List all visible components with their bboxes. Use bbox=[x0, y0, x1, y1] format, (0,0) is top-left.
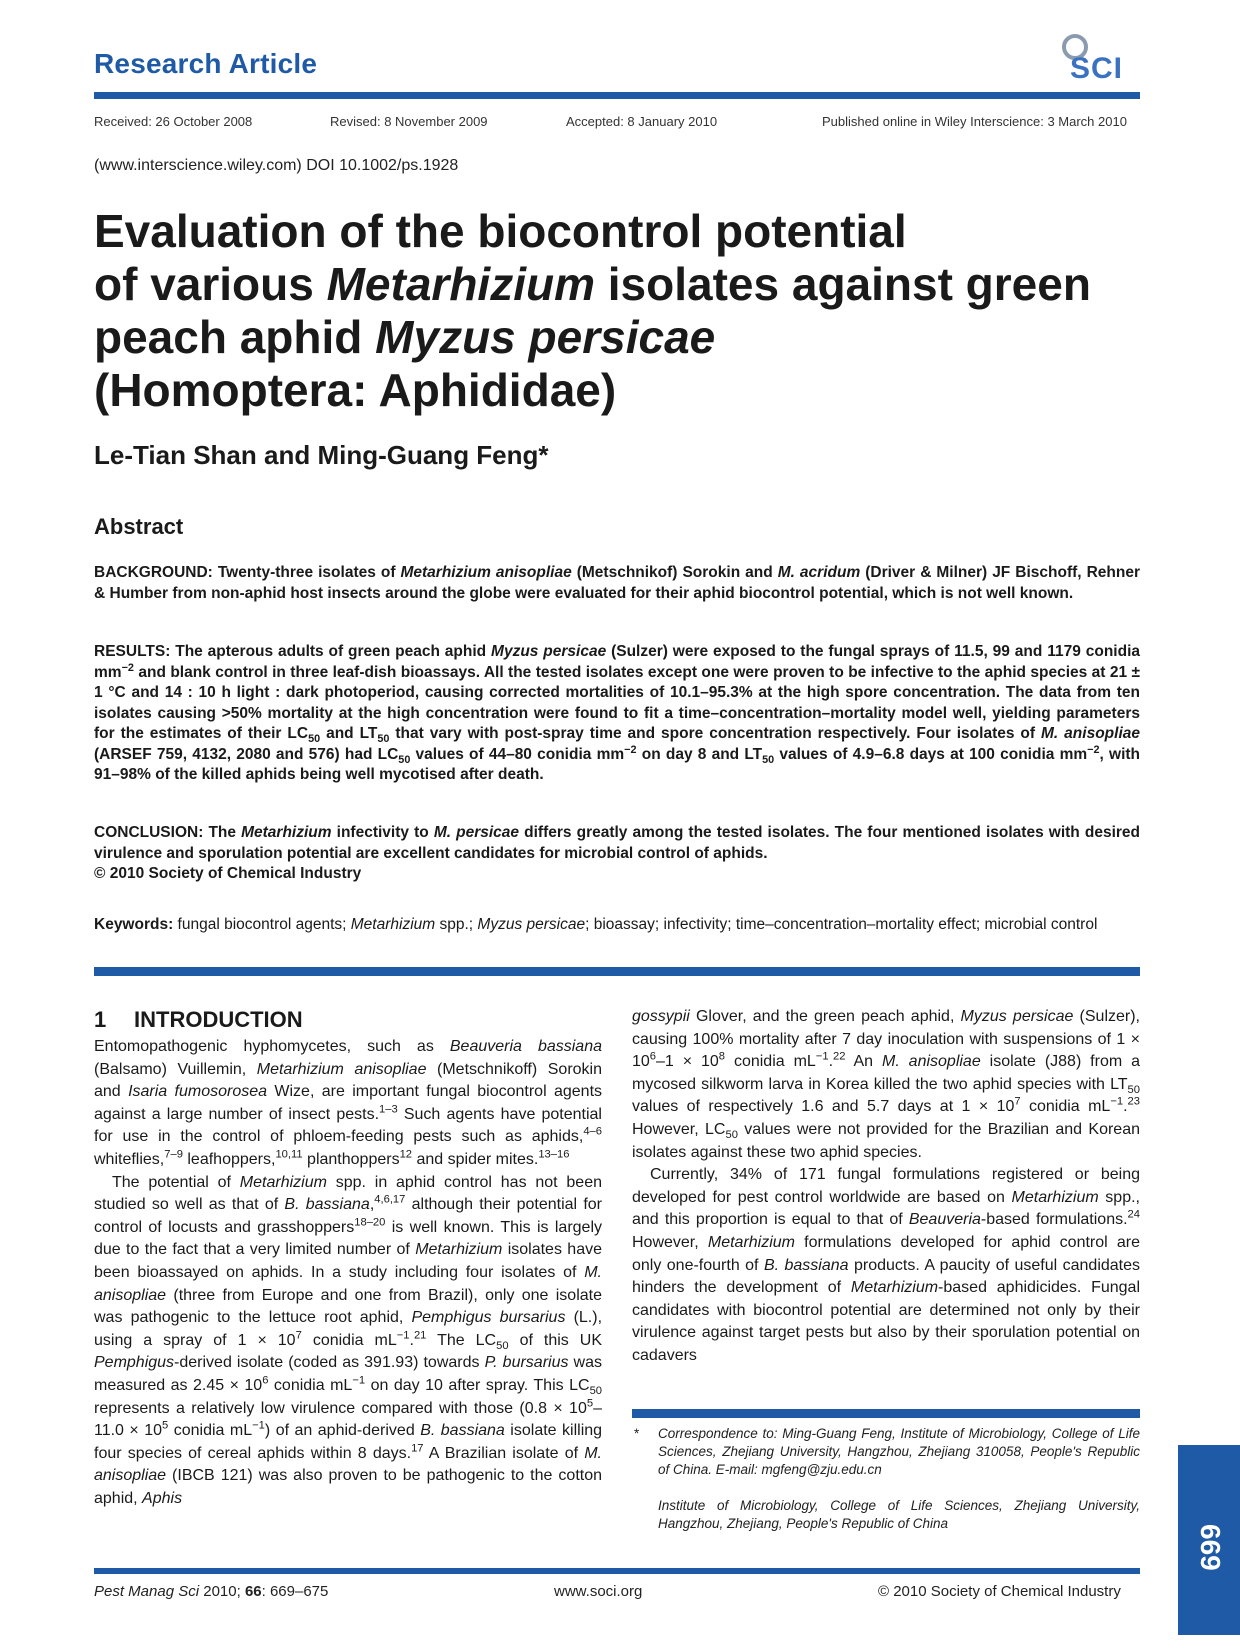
footer-citation: Pest Manag Sci 2010; 66: 669–675 bbox=[94, 1583, 329, 1600]
abstract-background: BACKGROUND: Twenty-three isolates of Metarhizium anisopliae (Metschnikof) Sorokin and M. acridum (Driver & Milner) JF Bischoff, Rehner & Humber from non-aphid host insects around the globe were evaluated for their aphid biocontrol potential, which is not well known. bbox=[94, 564, 1140, 602]
abstract-results: RESULTS: The apterous adults of green peach aphid Myzus persicae (Sulzer) were exposed to the fungal sprays of 11.5, 99 and 1179 conidia $mm^{-2}$ and blank control in three leaf-dish bioassays. All the tested isolates except one were proven to be infective to the aphid species at 21 ± 1 °C and 14 : 10 h light : dark photoperiod, causing corrected mortalities of 10.1–95.3% at the high spore concentration. The data from ten isolates causing >50% mortality at the high concentration were found to fit a time–concentration–mortality model well, yielding parameters for the estimates of their $LC_{50}$ and $LT_{50}$ that vary with post-spray time and spore concentration respectively. Four isolates of M. anisopliae (ARSEF 759, 4132, 2080 and 576) had $LC_{50}$ values of 44–80 conidia $mm^{-2}$ on day 8 and $LT_{50}$ values of 4.9–6.8 days at 100 conidia $mm^{-2}$, with 91–98% of the killed aphids being well mycotised after death. bbox=[94, 643, 1141, 783]
title-line-3: peach aphid Myzus persicae bbox=[94, 311, 716, 363]
footnote-star: * bbox=[634, 1426, 640, 1441]
abstract-heading: Abstract bbox=[94, 514, 184, 539]
footer-rule bbox=[94, 1568, 1140, 1574]
intro-paragraph-2-cont: gossypii Glover, and the green peach aphid, Myzus persicae (Sulzer), causing 100% mortality after 7 day inoculation with suspensions of $1 \times 10^6-1 \times 10^8$ conidia $mL^{-1}.^{22}$ An M. anisopliae isolate (J88) from a mycosed silkworm larva in Korea killed the two aphid species with $LT_{50}$ values of respectively 1.6 and 5.7 days at $1 \times 10^7$ conidia $mL^{-1}.^{23}$ However, $LC_{50}$ values were not provided for the Brazilian and Korean isolates against these two aphid species. bbox=[632, 1008, 1141, 1161]
footnote bbox=[634, 1425, 1140, 1533]
right-column bbox=[632, 1006, 1140, 1368]
published-date: Published online in Wiley Interscience: 3 March 2010 bbox=[822, 114, 1127, 129]
doi-line: (www.interscience.wiley.com) DOI 10.1002/ps.1928 bbox=[94, 157, 459, 174]
left-column bbox=[94, 1036, 602, 1510]
accepted-date: Accepted: 8 January 2010 bbox=[566, 114, 718, 129]
abstract-divider bbox=[94, 967, 1140, 976]
title-line-1: Evaluation of the biocontrol potential bbox=[94, 205, 907, 257]
intro-paragraph-1: Entomopathogenic hyphomycetes, such as Beauveria bassiana (Balsamo) Vuillemin, Metarhizium anisopliae (Metschnikoff) Sorokin and Isaria fumosorosea Wize, are important fungal biocontrol agents against a large number of insect pests.$^{1-3}$ Such agents have potential for use in the control of phloem-feeding pests such as aphids,$^{4-6}$ whiteflies,$^{7-9}$ leafhoppers,$^{10,11}$ planthoppers$^{12}$ and spider mites.$^{13-16}$ bbox=[94, 1038, 603, 1168]
footer-website[interactable]: www.soci.org bbox=[554, 1583, 643, 1600]
footnote-divider bbox=[632, 1409, 1140, 1418]
revised-date: Revised: 8 November 2009 bbox=[330, 114, 488, 129]
affiliation-note: Institute of Microbiology, College of Life Sciences, Zhejiang University, Hangzhou, Zhejiang, People's Republic of China bbox=[658, 1498, 1140, 1531]
section-heading: 1 INTRODUCTION bbox=[94, 1007, 303, 1032]
correspondence-note: Correspondence to: Ming-Guang Feng, Institute of Microbiology, College of Life Sciences, Zhejiang University, Hangzhou, Zhejiang 310058, People's Republic of China. E-mail: mgfeng@zju.edu.cn bbox=[658, 1426, 1140, 1477]
page-number: 669 bbox=[1195, 1524, 1226, 1571]
received-date: Received: 26 October 2008 bbox=[94, 114, 253, 129]
title-line-4: (Homoptera: Aphididae) bbox=[94, 364, 617, 416]
keywords: Keywords: fungal biocontrol agents; Metarhizium spp.; Myzus persicae; bioassay; infectivity; time–concentration–mortality effect; microbial control bbox=[94, 916, 1098, 933]
logo-text: SCI bbox=[1070, 52, 1124, 85]
abstract-conclusion: CONCLUSION: The Metarhizium infectivity to M. persicae differs greatly among the tested isolates. The four mentioned isolates with desired virulence and sporulation potential are excellent candidates for microbial control of aphids. © 2010 Society of Chemical Industry bbox=[94, 824, 1141, 882]
authors: Le-Tian Shan and Ming-Guang Feng* bbox=[94, 440, 549, 470]
journal-section-title: Research Article bbox=[94, 48, 318, 79]
title-line-2: of various Metarhizium isolates against green bbox=[94, 258, 1091, 310]
article-title bbox=[94, 205, 1154, 417]
intro-paragraph-2: The potential of Metarhizium spp. in aphid control has not been studied so well as that of B. bassiana,$^{4,6,17}$ although their potential for control of locusts and grasshoppers$^{18-20}$ is well known. This is largely due to the fact that a very limited number of Metarhizium isolates have been bioassayed on aphids. In a study including four isolates of M. anisopliae (three from Europe and one from Brazil), only one isolate was pathogenic to the lettuce root aphid, Pemphigus bursarius (L.), using a spray of $1 \times 10^7$ conidia $mL^{-1}.^{21}$ The $LC_{50}$ of this UK Pemphigus-derived isolate (coded as 391.93) towards P. bursarius was measured as $2.45 \times 10^6$ conidia $mL^{-1}$ on day 10 after spray. This $LC_{50}$ represents a relatively low virulence compared with those ($0.8 \times 10^5-11.0 \times 10^5$ conidia $mL^{-1}$) of an aphid-derived B. bassiana isolate killing four species of cereal aphids within 8 days.$^{17}$ A Brazilian isolate of M. anisopliae (IBCB 121) was also proven to be pathogenic to the cotton aphid, Aphis bbox=[94, 1173, 603, 1507]
intro-paragraph-3: Currently, 34% of 171 fungal formulations registered or being developed for pest control worldwide are based on Metarhizium spp., and this proportion is equal to that of Beauveria-based formulations.$^{24}$ However, Metarhizium formulations developed for aphid control are only one-fourth of B. bassiana products. A paucity of useful candidates hinders the development of Metarhizium-based aphidicides. Fungal candidates with biocontrol potential are determined not only by their virulence against target pests but also by their sporulation potential on cadavers bbox=[632, 1166, 1141, 1364]
footer-copyright: © 2010 Society of Chemical Industry bbox=[878, 1583, 1121, 1600]
header-rule bbox=[94, 92, 1140, 99]
sci-logo bbox=[1058, 30, 1144, 86]
